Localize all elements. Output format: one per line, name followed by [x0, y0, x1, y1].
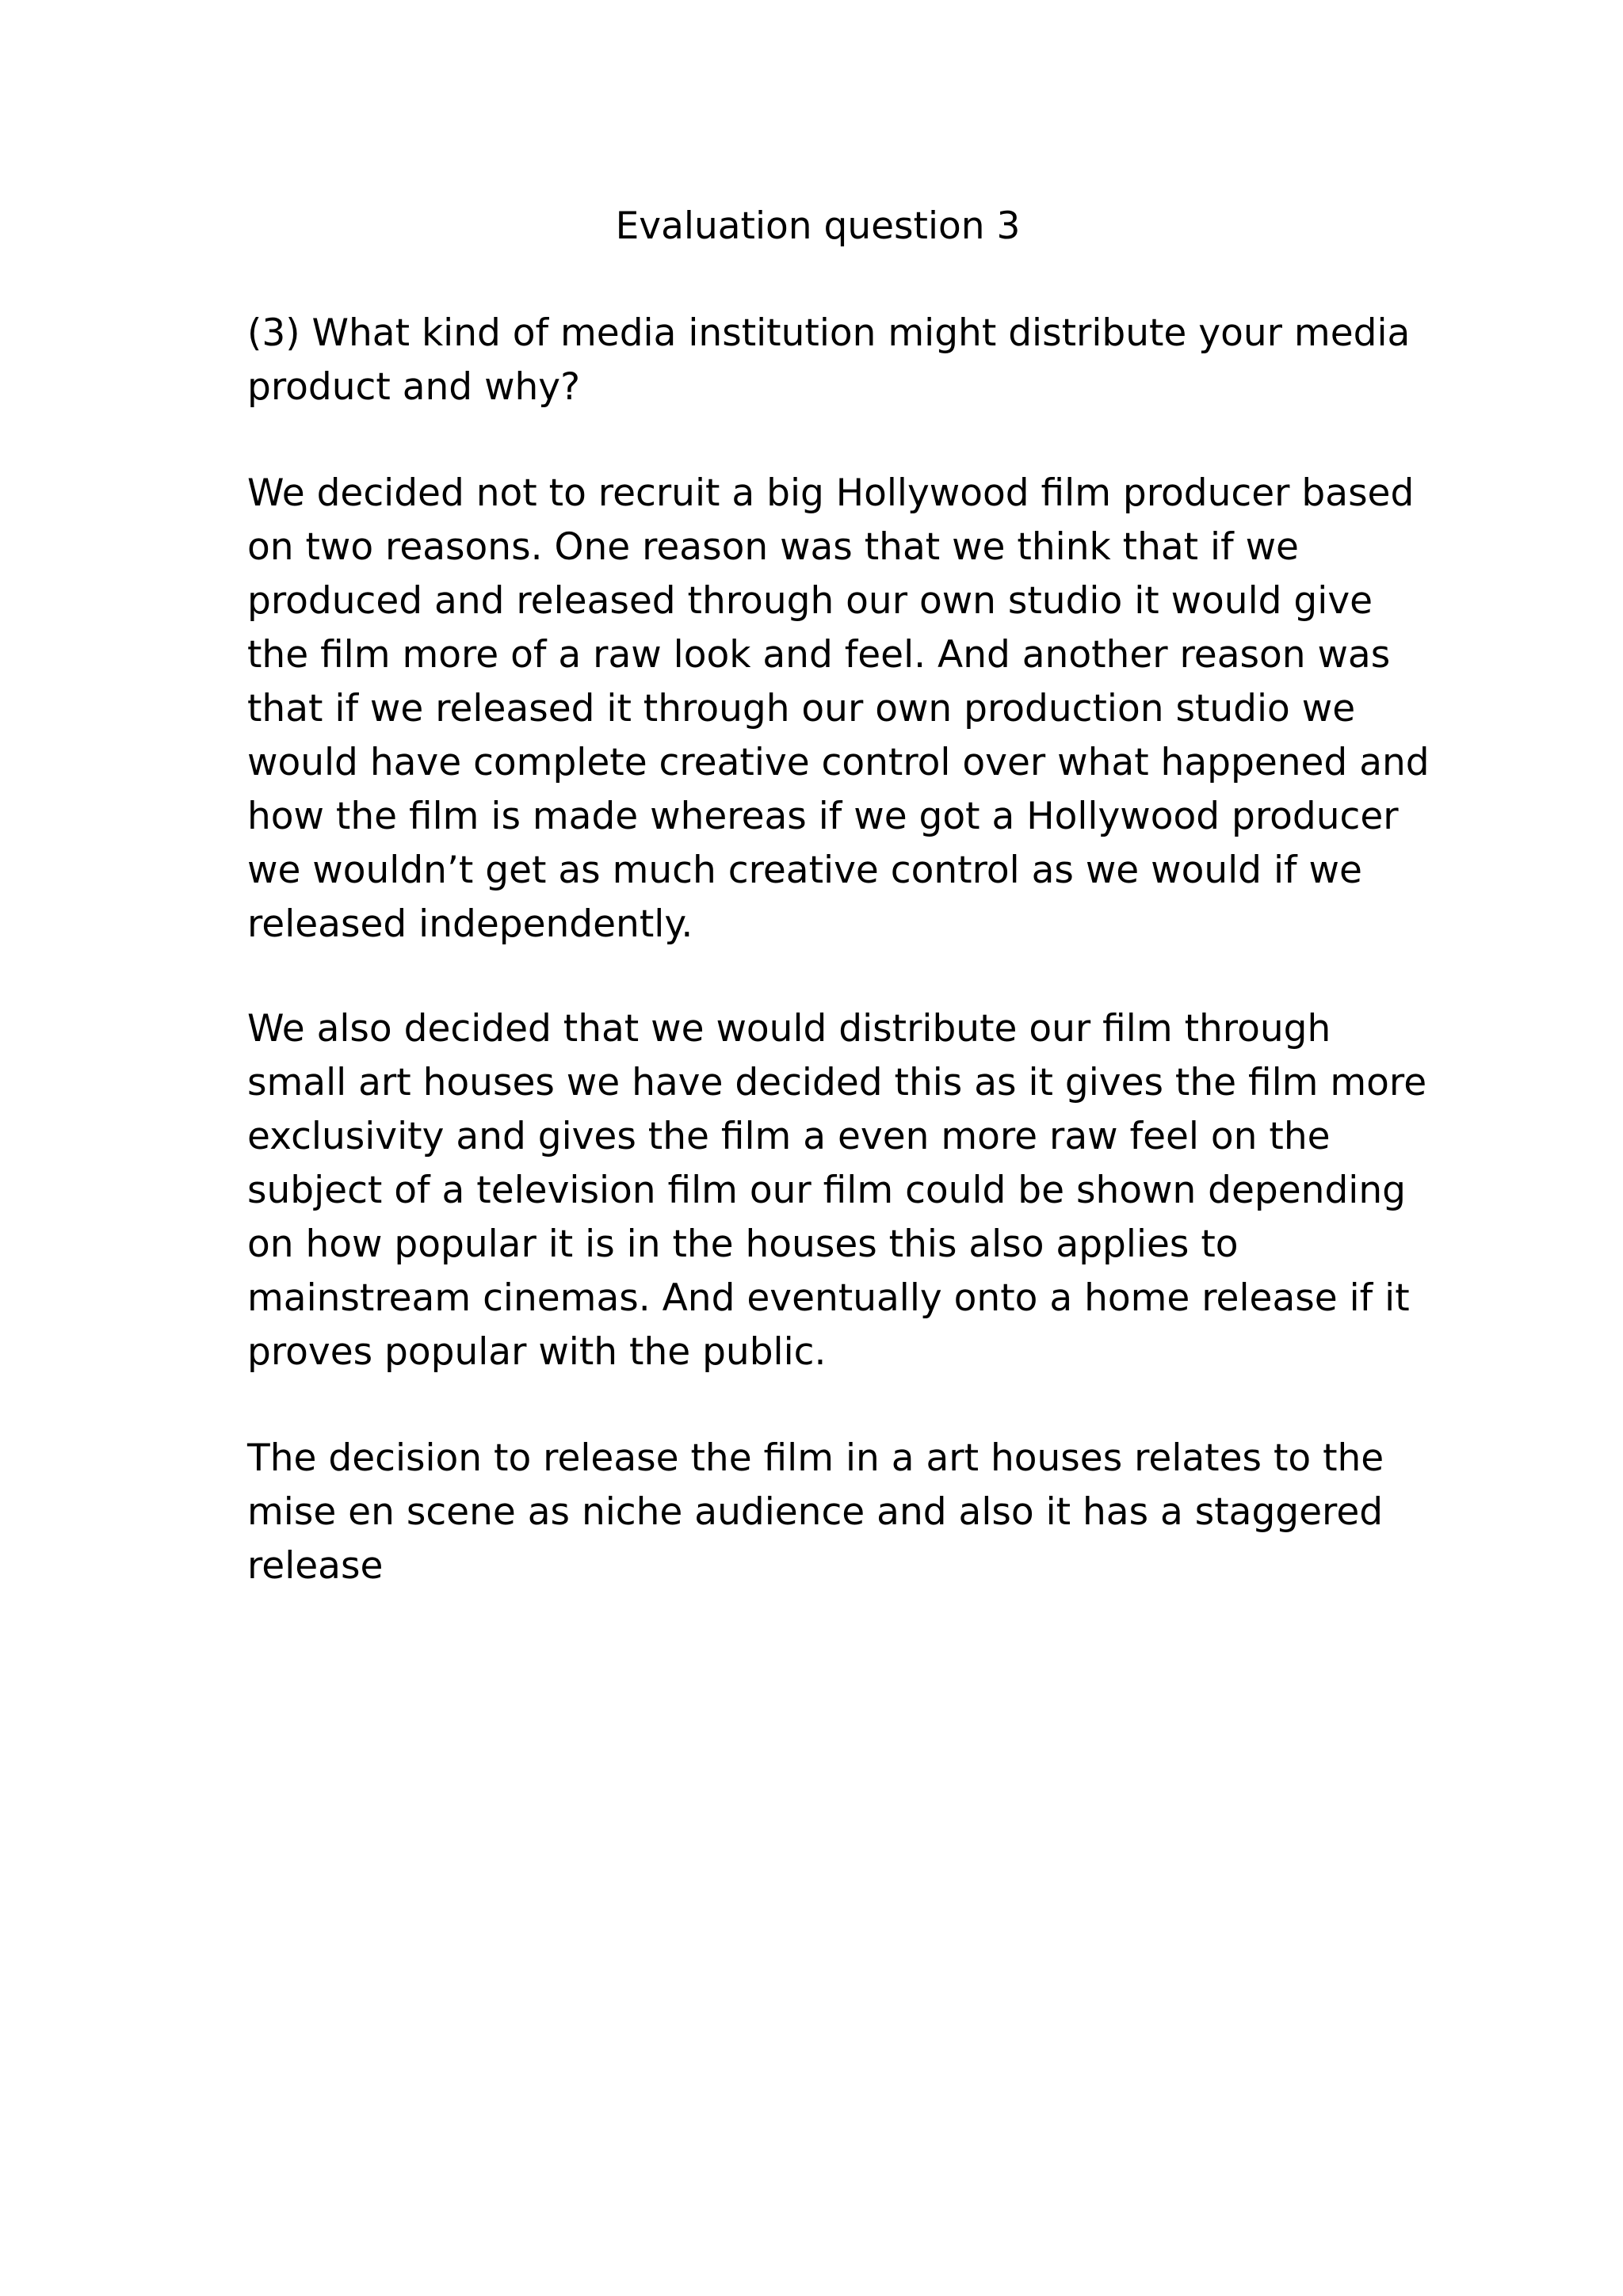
paragraph-line: on how popular it is in the houses this also applies to — [247, 1222, 1239, 1266]
paragraph-line: We decided not to recruit a big Hollywood film producer based — [247, 471, 1415, 515]
paragraph-line: would have complete creative control over what happened and — [247, 741, 1430, 784]
question — [247, 307, 1411, 414]
paragraph-line: We also decided that we would distribute our film through — [247, 1007, 1331, 1051]
paragraph-line: we wouldn’t get as much creative control as we would if we — [247, 849, 1362, 892]
question-line: (3) What kind of media institution might distribute your media — [247, 311, 1411, 355]
paragraph-line: how the film is made whereas if we got a Hollywood producer — [247, 795, 1399, 838]
paragraph-2 — [247, 1002, 1427, 1379]
document-title: Evaluation question 3 — [615, 204, 1021, 248]
paragraph-line: produced and released through our own studio it would give — [247, 579, 1373, 623]
paragraph-line: on two reasons. One reason was that we think that if we — [247, 525, 1299, 569]
paragraph-line: mise en scene as niche audience and also it has a staggered — [247, 1490, 1384, 1534]
paragraph-line: small art houses we have decided this as it gives the film more — [247, 1061, 1427, 1104]
paragraph-line: proves popular with the public. — [247, 1330, 827, 1374]
paragraph-1 — [247, 467, 1430, 952]
paragraph-3 — [247, 1432, 1396, 1593]
question-line: product and why? — [247, 365, 581, 409]
paragraph-line: release — [247, 1544, 384, 1588]
paragraph-line: released independently. — [247, 902, 693, 946]
paragraph-line: The decision to release the film in a art houses relates to the — [247, 1436, 1384, 1480]
paragraph-line: the film more of a raw look and feel. And another reason was — [247, 633, 1391, 677]
paragraph-line: that if we released it through our own production studio we — [247, 687, 1356, 730]
paragraph-line: subject of a television film our film could be shown depending — [247, 1169, 1406, 1212]
paragraph-line: exclusivity and gives the film a even more raw feel on the — [247, 1115, 1331, 1158]
paragraph-line: mainstream cinemas. And eventually onto a home release if it — [247, 1276, 1410, 1320]
